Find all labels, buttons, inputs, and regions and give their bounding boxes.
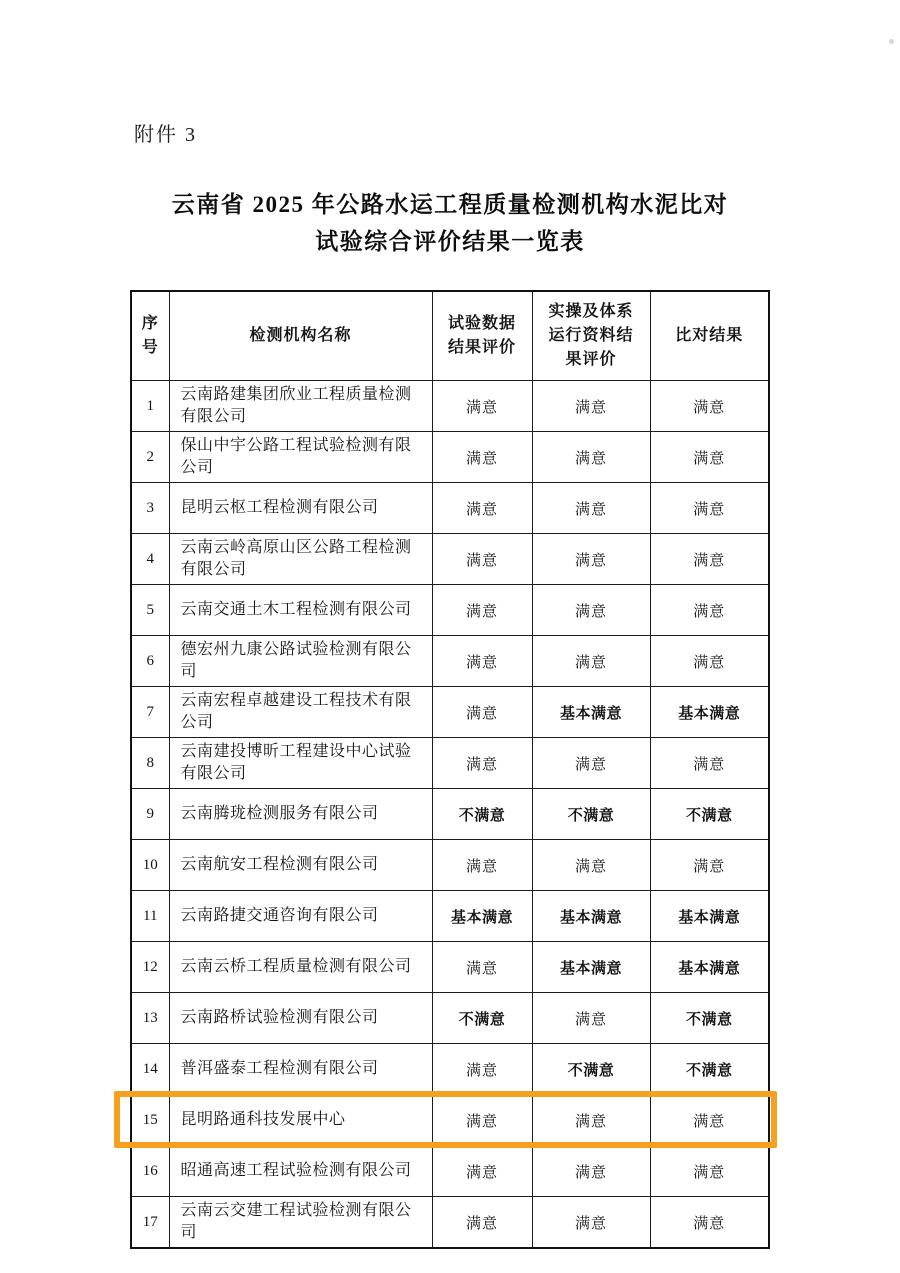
- result-cell: 基本满意: [650, 891, 769, 942]
- attachment-label: 附件 3: [134, 124, 197, 146]
- data-eval-cell: 不满意: [432, 993, 532, 1044]
- result-cell: 满意: [650, 738, 769, 789]
- institution-name-cell: 云南宏程卓越建设工程技术有限公司: [169, 687, 432, 738]
- evaluation-table: [130, 290, 770, 1249]
- table-row: [131, 1095, 769, 1146]
- table-row: [131, 636, 769, 687]
- institution-name-cell: 云南路捷交通咨询有限公司: [169, 891, 432, 942]
- result-cell: 满意: [650, 534, 769, 585]
- data-eval-cell: 满意: [432, 636, 532, 687]
- row-index-cell: 9: [131, 789, 169, 840]
- result-cell: 满意: [650, 1146, 769, 1197]
- scan-artifact: [889, 39, 894, 44]
- row-index-cell: 15: [131, 1095, 169, 1146]
- table-row: [131, 687, 769, 738]
- table-row: [131, 381, 769, 432]
- ops-eval-cell: 满意: [532, 738, 650, 789]
- ops-eval-cell: 满意: [532, 432, 650, 483]
- institution-name-cell: 保山中宇公路工程试验检测有限公司: [169, 432, 432, 483]
- result-cell: 基本满意: [650, 942, 769, 993]
- title-line-2: 试验综合评价结果一览表: [315, 229, 585, 254]
- institution-name-cell: 德宏州九康公路试验检测有限公司: [169, 636, 432, 687]
- data-eval-cell: 满意: [432, 585, 532, 636]
- data-eval-cell: 基本满意: [432, 891, 532, 942]
- institution-name-cell: 云南交通土木工程检测有限公司: [169, 585, 432, 636]
- data-eval-cell: 满意: [432, 687, 532, 738]
- data-eval-cell: 满意: [432, 381, 532, 432]
- row-index-cell: 17: [131, 1197, 169, 1249]
- row-index-cell: 2: [131, 432, 169, 483]
- table-row: [131, 942, 769, 993]
- table-row: [131, 789, 769, 840]
- result-cell: 满意: [650, 381, 769, 432]
- result-cell: 满意: [650, 1197, 769, 1249]
- table-row: [131, 840, 769, 891]
- row-index-cell: 3: [131, 483, 169, 534]
- row-index-cell: 12: [131, 942, 169, 993]
- data-eval-cell: 满意: [432, 1095, 532, 1146]
- data-eval-cell: 满意: [432, 738, 532, 789]
- table-row: [131, 1146, 769, 1197]
- table-row: [131, 432, 769, 483]
- row-index-cell: 11: [131, 891, 169, 942]
- data-eval-cell: 满意: [432, 1044, 532, 1095]
- table-row: [131, 534, 769, 585]
- institution-name-cell: 云南云交建工程试验检测有限公司: [169, 1197, 432, 1249]
- col-header-institution: 检测机构名称: [169, 291, 432, 381]
- ops-eval-cell: 满意: [532, 840, 650, 891]
- institution-name-cell: 昆明路通科技发展中心: [169, 1095, 432, 1146]
- ops-eval-cell: 满意: [532, 1146, 650, 1197]
- data-eval-cell: 满意: [432, 942, 532, 993]
- ops-eval-cell: 满意: [532, 534, 650, 585]
- data-eval-cell: 满意: [432, 1146, 532, 1197]
- table-row: [131, 483, 769, 534]
- ops-eval-cell: 满意: [532, 1095, 650, 1146]
- row-index-cell: 7: [131, 687, 169, 738]
- result-cell: 满意: [650, 1095, 769, 1146]
- result-cell: 满意: [650, 840, 769, 891]
- ops-eval-cell: 不满意: [532, 789, 650, 840]
- result-cell: 不满意: [650, 789, 769, 840]
- row-index-cell: 8: [131, 738, 169, 789]
- title-line-1: 云南省 2025 年公路水运工程质量检测机构水泥比对: [171, 192, 729, 217]
- institution-name-cell: 云南路桥试验检测有限公司: [169, 993, 432, 1044]
- ops-eval-cell: 满意: [532, 993, 650, 1044]
- institution-name-cell: 云南航安工程检测有限公司: [169, 840, 432, 891]
- institution-name-cell: 云南建投博昕工程建设中心试验有限公司: [169, 738, 432, 789]
- document-title: [0, 186, 900, 260]
- data-eval-cell: 满意: [432, 483, 532, 534]
- result-cell: 基本满意: [650, 687, 769, 738]
- ops-eval-cell: 基本满意: [532, 687, 650, 738]
- data-eval-cell: 满意: [432, 1197, 532, 1249]
- row-index-cell: 14: [131, 1044, 169, 1095]
- ops-eval-cell: 满意: [532, 483, 650, 534]
- data-eval-cell: 满意: [432, 534, 532, 585]
- institution-name-cell: 普洱盛泰工程检测有限公司: [169, 1044, 432, 1095]
- row-index-cell: 1: [131, 381, 169, 432]
- institution-name-cell: 云南云岭高原山区公路工程检测有限公司: [169, 534, 432, 585]
- table-row: [131, 993, 769, 1044]
- institution-name-cell: 云南路建集团欣业工程质量检测有限公司: [169, 381, 432, 432]
- ops-eval-cell: 基本满意: [532, 891, 650, 942]
- result-cell: 满意: [650, 432, 769, 483]
- ops-eval-cell: 满意: [532, 585, 650, 636]
- result-cell: 满意: [650, 636, 769, 687]
- institution-name-cell: 昭通高速工程试验检测有限公司: [169, 1146, 432, 1197]
- table-row: [131, 1197, 769, 1249]
- data-eval-cell: 不满意: [432, 789, 532, 840]
- table-row: [131, 1044, 769, 1095]
- data-eval-cell: 满意: [432, 840, 532, 891]
- table-row: [131, 585, 769, 636]
- table-header-row: [131, 291, 769, 381]
- row-index-cell: 10: [131, 840, 169, 891]
- ops-eval-cell: 不满意: [532, 1044, 650, 1095]
- col-header-data-eval: 试验数据结果评价: [432, 291, 532, 381]
- row-index-cell: 4: [131, 534, 169, 585]
- row-index-cell: 13: [131, 993, 169, 1044]
- institution-name-cell: 昆明云枢工程检测有限公司: [169, 483, 432, 534]
- ops-eval-cell: 满意: [532, 381, 650, 432]
- row-index-cell: 5: [131, 585, 169, 636]
- institution-name-cell: 云南云桥工程质量检测有限公司: [169, 942, 432, 993]
- col-header-index: 序号: [131, 291, 169, 381]
- row-index-cell: 6: [131, 636, 169, 687]
- result-cell: 不满意: [650, 993, 769, 1044]
- ops-eval-cell: 满意: [532, 1197, 650, 1249]
- table-row: [131, 891, 769, 942]
- ops-eval-cell: 基本满意: [532, 942, 650, 993]
- result-cell: 不满意: [650, 1044, 769, 1095]
- col-header-result: 比对结果: [650, 291, 769, 381]
- col-header-ops-eval: 实操及体系运行资料结果评价: [532, 291, 650, 381]
- ops-eval-cell: 满意: [532, 636, 650, 687]
- result-cell: 满意: [650, 585, 769, 636]
- table-row: [131, 738, 769, 789]
- row-index-cell: 16: [131, 1146, 169, 1197]
- result-cell: 满意: [650, 483, 769, 534]
- data-eval-cell: 满意: [432, 432, 532, 483]
- institution-name-cell: 云南腾珑检测服务有限公司: [169, 789, 432, 840]
